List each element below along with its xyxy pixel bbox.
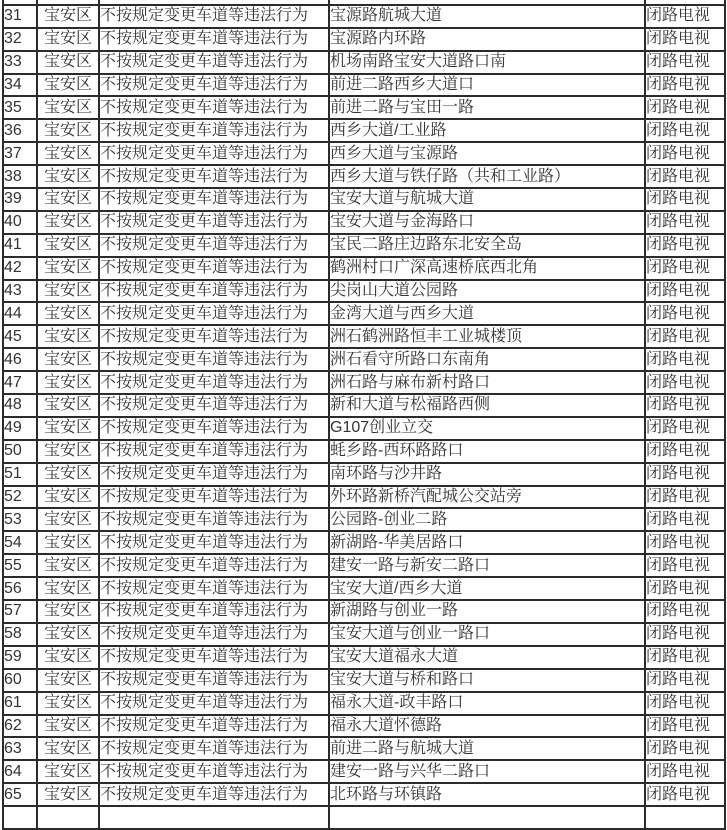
district-cell: 宝安区: [37, 302, 99, 325]
violation-cell: 不按规定变更车道等违法行为: [99, 348, 329, 371]
row-number-cell: 62: [3, 715, 37, 738]
district-cell: 宝安区: [37, 74, 99, 97]
violation-cell: 不按规定变更车道等违法行为: [99, 646, 329, 669]
row-number-cell: 36: [3, 119, 37, 142]
device-type-cell: 闭路电视: [645, 508, 725, 531]
device-type-cell: 闭路电视: [645, 440, 725, 463]
table-row: [3, 760, 725, 783]
location-cell: 新湖路与创业一路: [329, 600, 645, 623]
violation-cell: 不按规定变更车道等违法行为: [99, 394, 329, 417]
violation-cell: 不按规定变更车道等违法行为: [99, 783, 329, 806]
device-type-cell: 闭路电视: [645, 669, 725, 692]
violation-cell: 不按规定变更车道等违法行为: [99, 165, 329, 188]
location-cell: 宝安大道福永大道: [329, 646, 645, 669]
table-row: [3, 417, 725, 440]
table-row: [3, 783, 725, 806]
device-type-cell: 闭路电视: [645, 577, 725, 600]
row-number-cell: 55: [3, 554, 37, 577]
device-type-cell: 闭路电视: [645, 531, 725, 554]
device-type-cell: 闭路电视: [645, 5, 725, 28]
row-number-cell: 38: [3, 165, 37, 188]
location-cell: 前进二路与航城大道: [329, 737, 645, 760]
violation-cell: 不按规定变更车道等违法行为: [99, 119, 329, 142]
violation-cell: 不按规定变更车道等违法行为: [99, 463, 329, 486]
device-type-cell: 闭路电视: [645, 371, 725, 394]
table-row: [3, 371, 725, 394]
table-row: [3, 142, 725, 165]
row-number-cell: 56: [3, 577, 37, 600]
device-type-cell: 闭路电视: [645, 760, 725, 783]
location-cell: 宝安大道与桥和路口: [329, 669, 645, 692]
row-number-cell: 54: [3, 531, 37, 554]
table-row: [3, 234, 725, 257]
device-type-cell: 闭路电视: [645, 692, 725, 715]
district-cell: 宝安区: [37, 28, 99, 51]
district-cell: 宝安区: [37, 5, 99, 28]
violation-cell: 不按规定变更车道等违法行为: [99, 508, 329, 531]
camera-location-table-body: [3, 0, 725, 829]
row-number-cell: 48: [3, 394, 37, 417]
row-number-cell: 63: [3, 737, 37, 760]
violation-cell: 不按规定变更车道等违法行为: [99, 28, 329, 51]
district-cell: 宝安区: [37, 715, 99, 738]
location-cell: 北环路与环镇路: [329, 783, 645, 806]
violation-cell: 不按规定变更车道等违法行为: [99, 280, 329, 303]
district-cell: 宝安区: [37, 623, 99, 646]
row-number-cell: 57: [3, 600, 37, 623]
table-row: [3, 348, 725, 371]
camera-location-table: [2, 0, 726, 830]
violation-cell: 不按规定变更车道等违法行为: [99, 531, 329, 554]
row-number-cell: 65: [3, 783, 37, 806]
district-cell: 宝安区: [37, 142, 99, 165]
location-cell: 外环路新桥汽配城公交站旁: [329, 486, 645, 509]
device-type-cell: 闭路电视: [645, 211, 725, 234]
table-row: [3, 74, 725, 97]
row-number-cell: 44: [3, 302, 37, 325]
device-type-cell: 闭路电视: [645, 463, 725, 486]
district-cell: [37, 806, 99, 829]
device-type-cell: 闭路电视: [645, 119, 725, 142]
violation-cell: 不按规定变更车道等违法行为: [99, 486, 329, 509]
row-number-cell: 61: [3, 692, 37, 715]
location-cell: 西乡大道/工业路: [329, 119, 645, 142]
device-type-cell: 闭路电视: [645, 348, 725, 371]
district-cell: 宝安区: [37, 577, 99, 600]
district-cell: 宝安区: [37, 325, 99, 348]
location-cell: 机场南路宝安大道路口南: [329, 51, 645, 74]
device-type-cell: 闭路电视: [645, 280, 725, 303]
location-cell: 鹤洲村口广深高速桥底西北角: [329, 257, 645, 280]
device-type-cell: 闭路电视: [645, 142, 725, 165]
violation-cell: 不按规定变更车道等违法行为: [99, 692, 329, 715]
district-cell: 宝安区: [37, 394, 99, 417]
table-row: [3, 806, 725, 829]
device-type-cell: 闭路电视: [645, 737, 725, 760]
table-row: [3, 325, 725, 348]
location-cell: 洲石看守所路口东南角: [329, 348, 645, 371]
violation-cell: 不按规定变更车道等违法行为: [99, 257, 329, 280]
location-cell: 尖岗山大道公园路: [329, 280, 645, 303]
location-cell: 洲石路与麻布新村路口: [329, 371, 645, 394]
device-type-cell: 闭路电视: [645, 783, 725, 806]
table-row: [3, 646, 725, 669]
violation-cell: 不按规定变更车道等违法行为: [99, 623, 329, 646]
violation-cell: [99, 806, 329, 829]
row-number-cell: 49: [3, 417, 37, 440]
location-cell: 建安一路与新安二路口: [329, 554, 645, 577]
device-type-cell: 闭路电视: [645, 302, 725, 325]
district-cell: 宝安区: [37, 96, 99, 119]
location-cell: 洲石鹤洲路恒丰工业城楼顶: [329, 325, 645, 348]
location-cell: 建安一路与兴华二路口: [329, 760, 645, 783]
device-type-cell: 闭路电视: [645, 325, 725, 348]
location-cell: 宝安大道与航城大道: [329, 188, 645, 211]
location-cell: 宝安大道与金海路口: [329, 211, 645, 234]
device-type-cell: 闭路电视: [645, 96, 725, 119]
table-row: [3, 531, 725, 554]
table-row: [3, 692, 725, 715]
row-number-cell: 46: [3, 348, 37, 371]
table-row: [3, 463, 725, 486]
device-type-cell: 闭路电视: [645, 257, 725, 280]
violation-cell: 不按规定变更车道等违法行为: [99, 51, 329, 74]
row-number-cell: 52: [3, 486, 37, 509]
location-cell: 福永大道-政丰路口: [329, 692, 645, 715]
violation-cell: 不按规定变更车道等违法行为: [99, 96, 329, 119]
row-number-cell: 39: [3, 188, 37, 211]
violation-cell: 不按规定变更车道等违法行为: [99, 211, 329, 234]
row-number-cell: 43: [3, 280, 37, 303]
row-number-cell: 64: [3, 760, 37, 783]
violation-cell: 不按规定变更车道等违法行为: [99, 142, 329, 165]
table-row: [3, 51, 725, 74]
district-cell: 宝安区: [37, 51, 99, 74]
table-row: [3, 302, 725, 325]
table-row: [3, 440, 725, 463]
device-type-cell: 闭路电视: [645, 74, 725, 97]
table-row: [3, 165, 725, 188]
district-cell: 宝安区: [37, 211, 99, 234]
table-row: [3, 600, 725, 623]
location-cell: 前进二路西乡大道口: [329, 74, 645, 97]
location-cell: 南环路与沙井路: [329, 463, 645, 486]
district-cell: 宝安区: [37, 669, 99, 692]
row-number-cell: 53: [3, 508, 37, 531]
row-number-cell: 42: [3, 257, 37, 280]
device-type-cell: 闭路电视: [645, 28, 725, 51]
table-row: [3, 5, 725, 28]
device-type-cell: 闭路电视: [645, 417, 725, 440]
row-number-cell: 60: [3, 669, 37, 692]
district-cell: 宝安区: [37, 371, 99, 394]
violation-cell: 不按规定变更车道等违法行为: [99, 371, 329, 394]
table-row: [3, 394, 725, 417]
device-type-cell: 闭路电视: [645, 623, 725, 646]
location-cell: 金湾大道与西乡大道: [329, 302, 645, 325]
row-number-cell: [3, 806, 37, 829]
district-cell: 宝安区: [37, 760, 99, 783]
location-cell: 福永大道怀德路: [329, 715, 645, 738]
violation-cell: 不按规定变更车道等违法行为: [99, 234, 329, 257]
location-cell: 西乡大道与铁仔路（共和工业路）: [329, 165, 645, 188]
violation-cell: 不按规定变更车道等违法行为: [99, 760, 329, 783]
district-cell: 宝安区: [37, 280, 99, 303]
violation-cell: 不按规定变更车道等违法行为: [99, 600, 329, 623]
district-cell: 宝安区: [37, 646, 99, 669]
location-cell: 宝源路内环路: [329, 28, 645, 51]
row-number-cell: 47: [3, 371, 37, 394]
row-number-cell: 35: [3, 96, 37, 119]
location-cell: G107创业立交: [329, 417, 645, 440]
district-cell: 宝安区: [37, 348, 99, 371]
location-cell: 新和大道与松福路西侧: [329, 394, 645, 417]
violation-cell: 不按规定变更车道等违法行为: [99, 554, 329, 577]
violation-cell: 不按规定变更车道等违法行为: [99, 737, 329, 760]
device-type-cell: 闭路电视: [645, 646, 725, 669]
row-number-cell: 33: [3, 51, 37, 74]
district-cell: 宝安区: [37, 440, 99, 463]
row-number-cell: 34: [3, 74, 37, 97]
table-row: [3, 486, 725, 509]
row-number-cell: 59: [3, 646, 37, 669]
district-cell: 宝安区: [37, 692, 99, 715]
device-type-cell: [645, 806, 725, 829]
location-cell: 宝安大道/西乡大道: [329, 577, 645, 600]
violation-cell: 不按规定变更车道等违法行为: [99, 188, 329, 211]
table-row: [3, 508, 725, 531]
table-row: [3, 119, 725, 142]
row-number-cell: 45: [3, 325, 37, 348]
district-cell: 宝安区: [37, 600, 99, 623]
district-cell: 宝安区: [37, 165, 99, 188]
violation-cell: 不按规定变更车道等违法行为: [99, 74, 329, 97]
row-number-cell: 58: [3, 623, 37, 646]
district-cell: 宝安区: [37, 737, 99, 760]
table-row: [3, 257, 725, 280]
location-cell: 蚝乡路-西环路路口: [329, 440, 645, 463]
location-cell: 宝民二路庄边路东北安全岛: [329, 234, 645, 257]
device-type-cell: 闭路电视: [645, 188, 725, 211]
location-cell: 新湖路-华美居路口: [329, 531, 645, 554]
location-cell: 宝源路航城大道: [329, 5, 645, 28]
district-cell: 宝安区: [37, 417, 99, 440]
row-number-cell: 41: [3, 234, 37, 257]
district-cell: 宝安区: [37, 783, 99, 806]
table-row: [3, 554, 725, 577]
row-number-cell: 40: [3, 211, 37, 234]
row-number-cell: 50: [3, 440, 37, 463]
table-row: [3, 623, 725, 646]
location-cell: [329, 806, 645, 829]
district-cell: 宝安区: [37, 188, 99, 211]
table-row: [3, 669, 725, 692]
table-row: [3, 211, 725, 234]
district-cell: 宝安区: [37, 531, 99, 554]
location-cell: 公园路-创业二路: [329, 508, 645, 531]
violation-cell: 不按规定变更车道等违法行为: [99, 325, 329, 348]
location-cell: 前进二路与宝田一路: [329, 96, 645, 119]
district-cell: 宝安区: [37, 119, 99, 142]
table-row: [3, 280, 725, 303]
device-type-cell: 闭路电视: [645, 715, 725, 738]
district-cell: 宝安区: [37, 508, 99, 531]
violation-cell: 不按规定变更车道等违法行为: [99, 440, 329, 463]
violation-cell: 不按规定变更车道等违法行为: [99, 577, 329, 600]
table-row: [3, 715, 725, 738]
district-cell: 宝安区: [37, 554, 99, 577]
district-cell: 宝安区: [37, 234, 99, 257]
table-row: [3, 96, 725, 119]
device-type-cell: 闭路电视: [645, 486, 725, 509]
district-cell: 宝安区: [37, 257, 99, 280]
district-cell: 宝安区: [37, 463, 99, 486]
device-type-cell: 闭路电视: [645, 554, 725, 577]
table-row: [3, 737, 725, 760]
table-row: [3, 28, 725, 51]
device-type-cell: 闭路电视: [645, 600, 725, 623]
violation-cell: 不按规定变更车道等违法行为: [99, 715, 329, 738]
location-cell: 宝安大道与创业一路口: [329, 623, 645, 646]
device-type-cell: 闭路电视: [645, 165, 725, 188]
row-number-cell: 32: [3, 28, 37, 51]
row-number-cell: 51: [3, 463, 37, 486]
row-number-cell: 31: [3, 5, 37, 28]
table-row: [3, 188, 725, 211]
row-number-cell: 37: [3, 142, 37, 165]
violation-cell: 不按规定变更车道等违法行为: [99, 417, 329, 440]
device-type-cell: 闭路电视: [645, 234, 725, 257]
violation-cell: 不按规定变更车道等违法行为: [99, 669, 329, 692]
device-type-cell: 闭路电视: [645, 394, 725, 417]
district-cell: 宝安区: [37, 486, 99, 509]
device-type-cell: 闭路电视: [645, 51, 725, 74]
location-cell: 西乡大道与宝源路: [329, 142, 645, 165]
table-row: [3, 577, 725, 600]
violation-cell: 不按规定变更车道等违法行为: [99, 302, 329, 325]
violation-cell: 不按规定变更车道等违法行为: [99, 5, 329, 28]
